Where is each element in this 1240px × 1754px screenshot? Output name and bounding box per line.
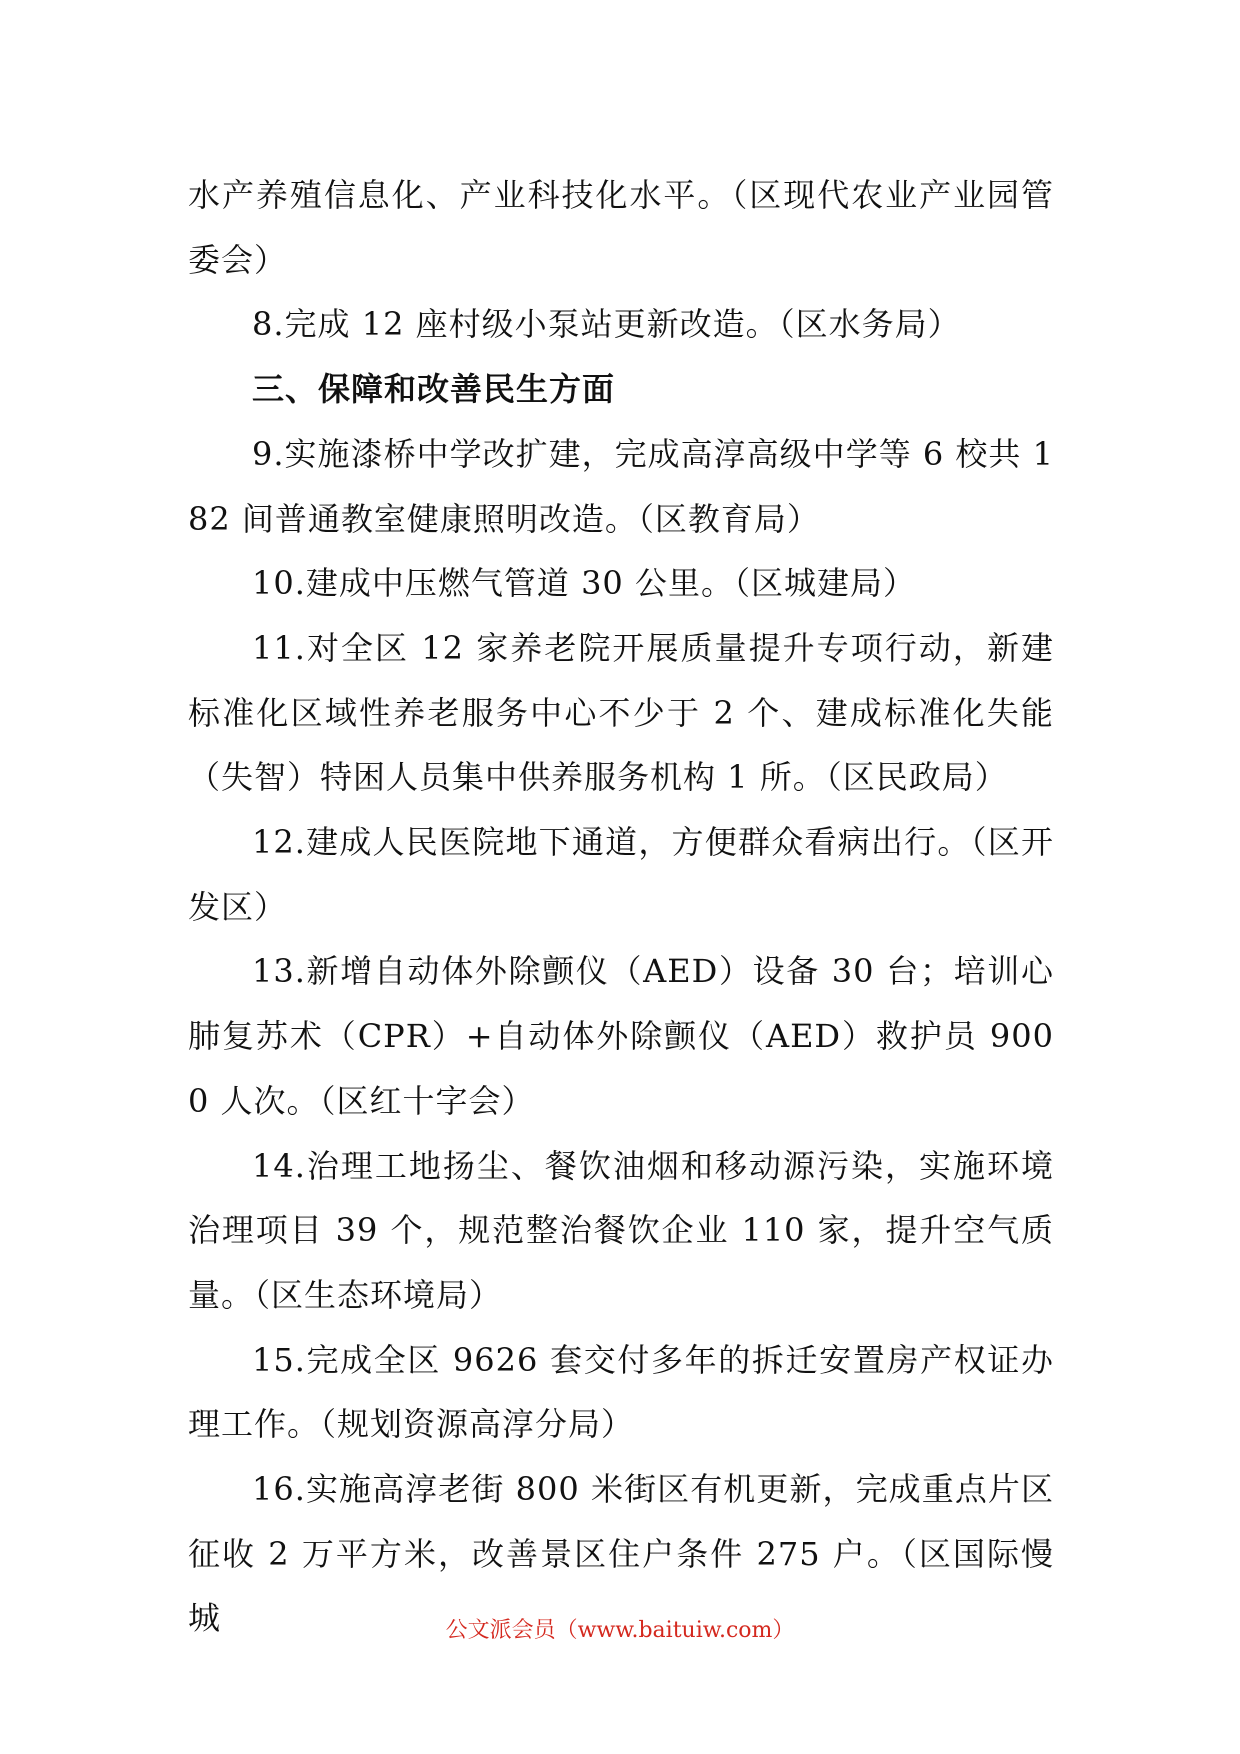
paragraph-item-15: 15.完成全区 9626 套交付多年的拆迁安置房产权证办理工作。（规划资源高淳分局） [188, 1340, 1054, 1444]
paragraph-item-10: 10.建成中压燃气管道 30 公里。（区城建局） [252, 564, 916, 603]
paragraph-item-16: 16.实施高淳老街 800 米街区有机更新，完成重点片区征收 2 万平方米，改善景区住户条件 275 户。（区国际慢城 [188, 1470, 1054, 1638]
paragraph-item-8: 8.完成 12 座村级小泵站更新改造。（区水务局） [252, 305, 961, 344]
paragraph-item-12: 12.建成人民医院地下通道，方便群众看病出行。（区开发区） [188, 823, 1054, 926]
paragraph-item-11: 11.对全区 12 家养老院开展质量提升专项行动，新建标准化区域性养老服务中心不少于 2 个、建成标准化失能（失智）特困人员集中供养服务机构 1 所。（区民政局） [188, 628, 1054, 797]
paragraph-item-9: 9.实施漆桥中学改扩建，完成高淳高级中学等 6 校共 182 间普通教室健康照明改造。（区教育局） [188, 434, 1054, 538]
paragraph-item-14: 14.治理工地扬尘、餐饮油烟和移动源污染，实施环境治理项目 39 个，规范整治餐饮企业 110 家，提升空气质量。（区生态环境局） [188, 1146, 1054, 1314]
footer-watermark: 公文派会员（www.baituiw.com） [445, 1618, 795, 1643]
paragraph-continuation: 水产养殖信息化、产业科技化水平。（区现代农业产业园管委会） [188, 176, 1054, 279]
section-heading: 三、保障和改善民生方面 [252, 370, 616, 409]
document-body [188, 163, 1054, 1651]
paragraph-item-13: 13.新增自动体外除颤仪（AED）设备 30 台；培训心肺复苏术（CPR）+自动体外除颤仪（AED）救护员 9000 人次。（区红十字会） [188, 952, 1054, 1120]
